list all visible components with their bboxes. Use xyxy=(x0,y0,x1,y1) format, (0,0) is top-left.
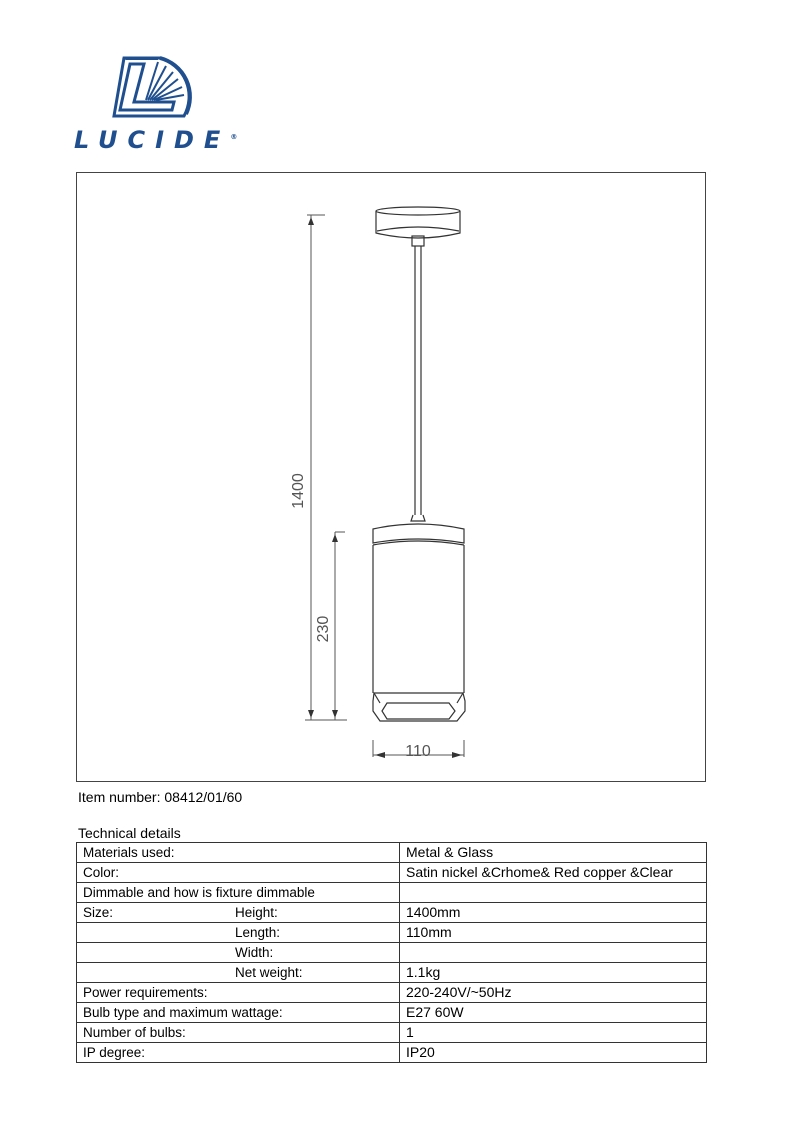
row-value: 110mm xyxy=(400,923,707,943)
table-row xyxy=(77,923,707,943)
row-label: IP degree: xyxy=(83,1045,146,1060)
table-row xyxy=(77,983,707,1003)
row-sublabel: Length: xyxy=(235,925,281,940)
row-value: 1.1kg xyxy=(400,963,707,983)
technical-details-title: Technical details xyxy=(78,825,181,841)
pendant-lamp-drawing-icon xyxy=(77,173,707,783)
table-row xyxy=(77,1043,707,1063)
table-row xyxy=(77,963,707,983)
lucide-logo-icon xyxy=(74,56,224,126)
brand-name xyxy=(74,126,237,154)
row-label: Dimmable and how is fixture dimmable xyxy=(83,885,315,900)
row-value: E27 60W xyxy=(400,1003,707,1023)
row-label: Materials used: xyxy=(83,845,175,860)
row-value: 220-240V/~50Hz xyxy=(400,983,707,1003)
row-label: Size: xyxy=(83,905,114,920)
row-sublabel: Net weight: xyxy=(235,965,303,980)
row-label: Number of bulbs: xyxy=(83,1025,186,1040)
table-row xyxy=(77,863,707,883)
row-value: IP20 xyxy=(400,1043,707,1063)
item-number: Item number: 08412/01/60 xyxy=(78,789,243,805)
row-value: 1 xyxy=(400,1023,707,1043)
dimension-shade-height: 230 xyxy=(315,615,332,643)
technical-details-table xyxy=(76,842,707,1063)
table-row xyxy=(77,883,707,903)
registered-mark: ® xyxy=(230,133,238,141)
row-label: Bulb type and maximum wattage: xyxy=(83,1005,283,1020)
row-sublabel: Width: xyxy=(235,945,274,960)
dimension-total-height: 1400 xyxy=(290,473,307,509)
brand-name-text: LUCIDE xyxy=(74,126,231,154)
table-row xyxy=(77,943,707,963)
row-value: Metal & Glass xyxy=(400,843,707,863)
row-value: 1400mm xyxy=(400,903,707,923)
row-label: Color: xyxy=(83,865,120,880)
row-label: Power requirements: xyxy=(83,985,208,1000)
row-sublabel: Height: xyxy=(235,905,278,920)
row-value xyxy=(400,883,707,903)
table-row xyxy=(77,1023,707,1043)
table-row xyxy=(77,1003,707,1023)
table-row xyxy=(77,843,707,863)
table-row xyxy=(77,903,707,923)
dimension-width: 110 xyxy=(405,743,431,760)
row-value: Satin nickel &Crhome& Red copper &Clear xyxy=(400,863,707,883)
row-value xyxy=(400,943,707,963)
technical-drawing xyxy=(76,172,706,782)
